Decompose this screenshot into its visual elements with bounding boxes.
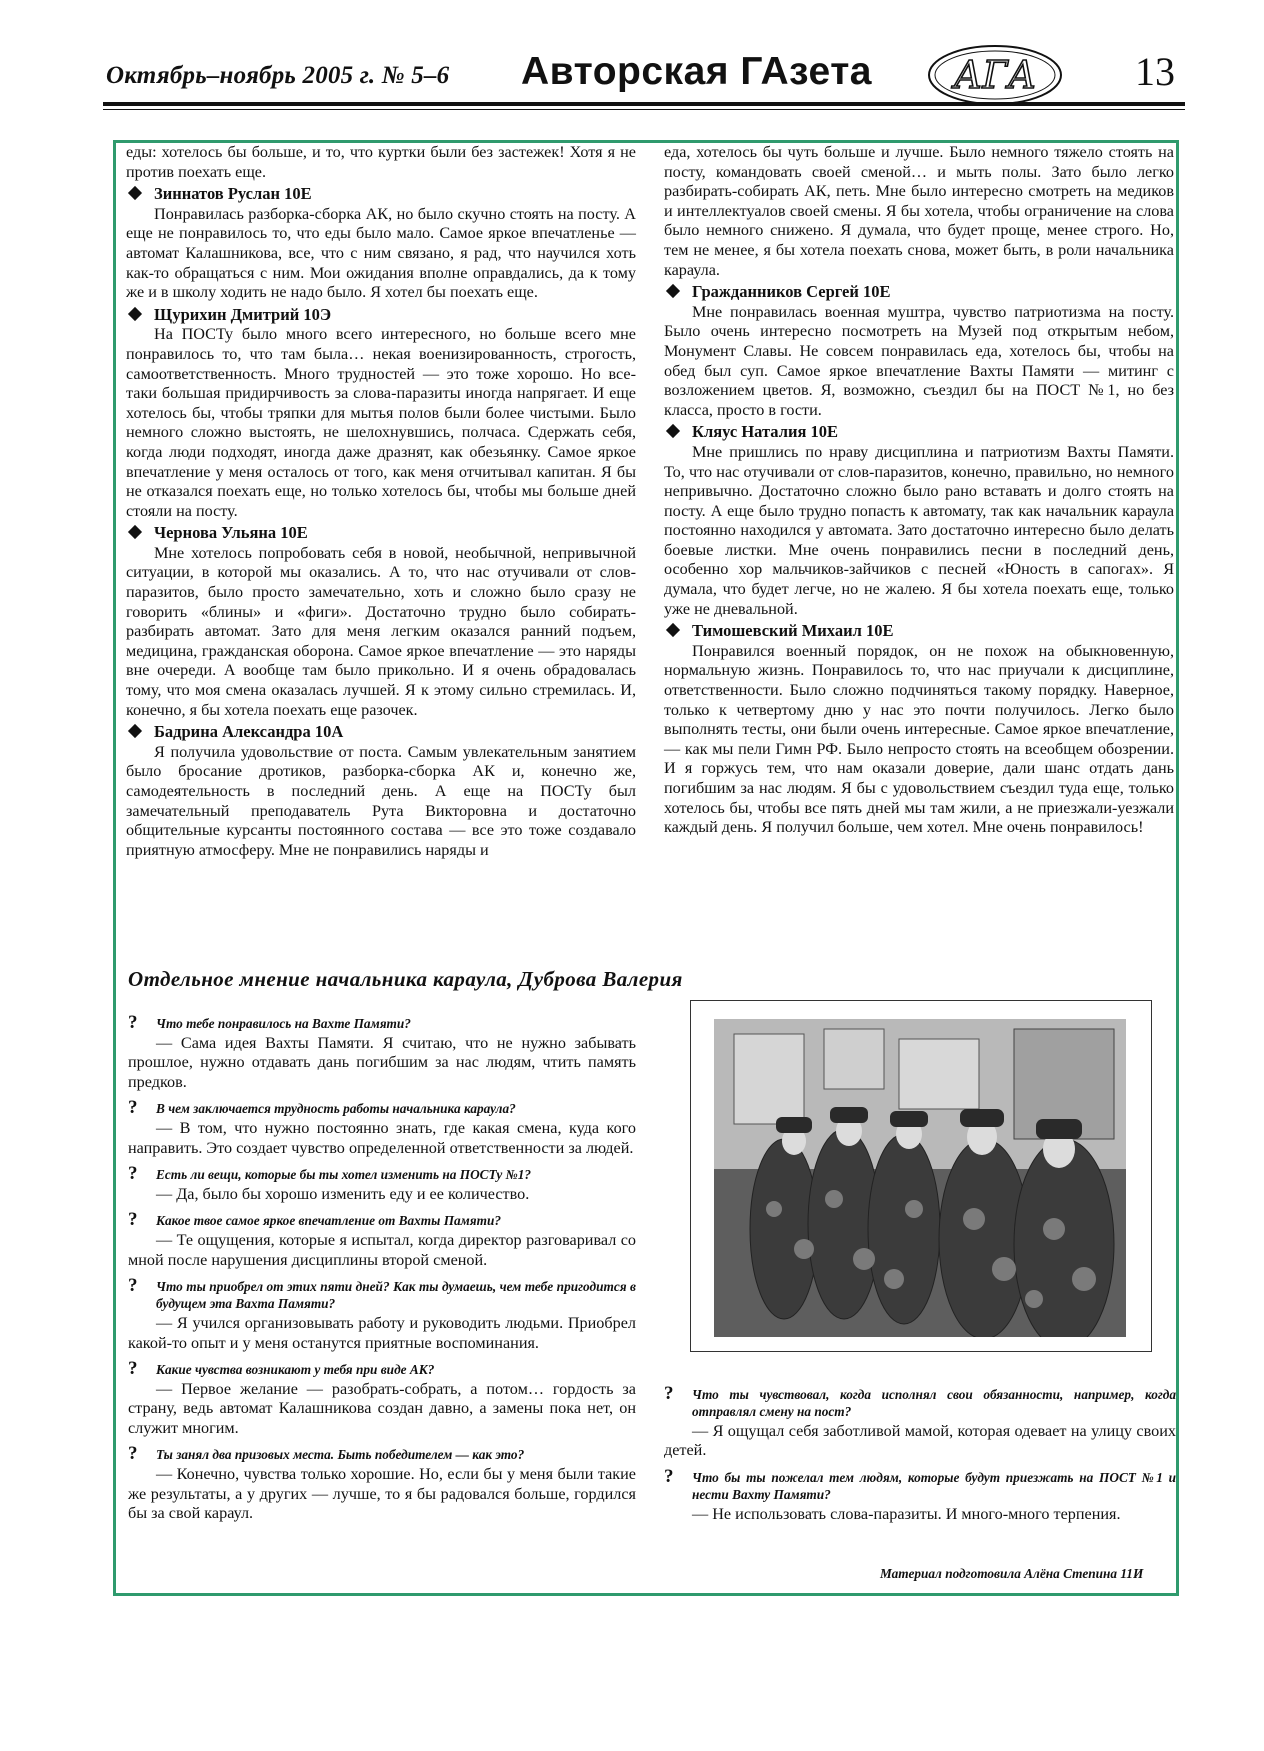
- diamond-bullet-icon: [128, 525, 142, 539]
- diamond-bullet-icon: [128, 186, 142, 200]
- newspaper-title: Авторская ГАзета: [521, 50, 873, 93]
- header-rule-thin: [103, 109, 1185, 110]
- right-column: [664, 143, 1174, 838]
- interview-right: [664, 1378, 1176, 1524]
- entry-text: Я получила удовольствие от поста. Самым увлекательным занятием было бросание дротиков, разборка-сборка АК и, конечно же, самодеятельность в последний день. А еще на ПОСТу был замечательный преподаватель Рута Викторовна и достаточно общительные курсанты постоянного состава — все это тоже создавало приятную атмосферу. Мне не понравились наряды и: [126, 742, 636, 859]
- issue-date: Октябрь–ноябрь 2005 г. № 5–6: [106, 62, 450, 89]
- left-column: [126, 143, 636, 860]
- entry-name: Щурихин Дмитрий 10Э: [126, 305, 636, 325]
- entry-text: Понравился военный порядок, он не похож на обыкновенную, нормальную жизнь. Понравилось то, что нас приучали к дисциплине, ответственности. Было сложно подчиняться такому порядку. Наверное, только к четвертому дню у нас это почти получилось. Легко было выполнять тесты, они были очень интересные. Самое яркое впечатление, — как мы пели Гимн РФ. Было непросто стоять на всеобщем обозрении. И я горжусь тем, что нам оказали доверие, дали шанс отдать дань погибшим за нас людям. Я бы с удовольствием съездил туда еще, только хотелось бы, чтобы все пять дней мы там жили, а не приезжали-уезжали каждый день. Я получил больше, чем хотел. Мне очень понравилось!: [664, 641, 1174, 837]
- diamond-bullet-icon: [666, 284, 680, 298]
- header-rule: [103, 102, 1185, 106]
- answer: — Я ощущал себя заботливой мамой, которая одевает на улицу своих детей.: [664, 1422, 1176, 1460]
- entry-name: Чернова Ульяна 10Е: [126, 523, 636, 543]
- answer: — Да, было бы хорошо изменить еду и ее количество.: [156, 1185, 530, 1204]
- question-mark-icon: ?: [128, 1358, 138, 1380]
- question-mark-icon: ?: [128, 1163, 138, 1185]
- page-header: [103, 44, 1193, 104]
- diamond-bullet-icon: [666, 623, 680, 637]
- question: ? Что бы ты пожелал тем людям, которые будут приезжать на ПОСТ №1 и нести Вахту Памяти?: [664, 1465, 1176, 1502]
- page-number: 13: [1135, 49, 1175, 94]
- question: ? Что тебе понравилось на Вахте Памяти?: [128, 1012, 411, 1033]
- entry-name: Гражданников Сергей 10Е: [664, 282, 1174, 302]
- question: ? В чем заключается трудность работы начальника караула?: [128, 1097, 516, 1119]
- entry-name: Тимошевский Михаил 10Е: [664, 621, 1174, 641]
- left-intro: еды: хотелось бы больше, и то, что куртки были без застежек! Хотя я не против поехать еще.: [126, 143, 636, 181]
- question-mark-icon: ?: [664, 1465, 674, 1487]
- answer: — Я учился организовывать работу и руководить людьми. Приобрел какой-то опыт и у меня останутся приятные воспоминания.: [128, 1314, 636, 1352]
- svg-text:АГА: АГА: [953, 53, 1037, 97]
- entry-name: Бадрина Александра 10А: [126, 722, 636, 742]
- question-mark-icon: ?: [128, 1209, 138, 1231]
- guards-photo: [714, 1019, 1126, 1337]
- newspaper-logo: [925, 44, 1065, 104]
- answer: — Сама идея Вахты Памяти. Я считаю, что не нужно забывать прошлое, нужно отдавать дань погибшим за нас людям, чтить память предков.: [128, 1034, 636, 1091]
- answer: — Те ощущения, которые я испытал, когда директор разговаривал со мной после нарушения дисциплины второй сменой.: [128, 1231, 636, 1269]
- answer: — В том, что нужно постоянно знать, где какая смена, куда кого направить. Это создает чувство определенной ответственности за людей.: [128, 1119, 636, 1157]
- author-credit: Материал подготовила Алёна Степина 11И: [880, 1566, 1144, 1581]
- interview-left: [128, 1007, 636, 1524]
- entry-name: Зиннатов Руслан 10Е: [126, 184, 636, 204]
- question: ? Что ты приобрел от этих пяти дней? Как ты думаешь, чем тебе пригодится в будущем эта Вахта Памяти?: [128, 1275, 636, 1312]
- question: ? Есть ли вещи, которые бы ты хотел изменить на ПОСТу №1?: [128, 1163, 532, 1185]
- photo-frame: [690, 1000, 1152, 1352]
- diamond-bullet-icon: [128, 307, 142, 321]
- entry-text: На ПОСТу было много всего интересного, но больше всего мне понравилось то, что там была… некая военизированность, строгость, самоответственность. Много трудностей — это тоже хорошо. Но все-таки большая придирчивость за слова-паразиты иногда напрягает. И еще хотелось бы, чтобы тряпки для мытья полов были более чистыми. Было немного сложно выстоять, не шелохнувшись, полчаса. Сдержать себя, когда люди подходят, иногда даже дразнят, как обезьянку. Самое яркое впечатление у меня осталось от того, как меня отчитывал капитан. Я бы не отказался поехать еще, но только хотелось бы, чтобы мы больше дней стояли на посту.: [126, 325, 636, 520]
- entry-name: Кляус Наталия 10Е: [664, 422, 1174, 442]
- question-mark-icon: ?: [128, 1012, 138, 1033]
- entry-text: Понравилась разборка-сборка АК, но было скучно стоять на посту. А еще не понравилось то, что еды было мало. Самое яркое впечатленье — автомат Калашникова, все, что с ним связано, я рад, что научился хоть как-то обращаться с ним. Мои ожидания вполне оправдались, да к тому же и в школу ходить не надо было. Я хотел бы поехать еще.: [126, 204, 636, 302]
- answer: — Конечно, чувства только хорошие. Но, если бы у меня были такие же результаты, а у других — лучше, то я бы радовался больше, гордился бы за свой караул.: [128, 1465, 636, 1523]
- right-intro: еда, хотелось бы чуть больше и лучше. Было немного тяжело стоять на посту, командовать своей сменой… и мыть полы. Зато было легко разбирать-собирать АК, петь. Мне было интересно смотреть на медиков и интеллектуалов своей смены. Я бы хотела, чтобы ограничение на слова было немного снижено. Я думала, что будет проще, менее строго. Но, тем не менее, я бы хотела поехать снова, может быть, в роли начальника караула.: [664, 143, 1174, 279]
- question: ? Какое твое самое яркое впечатление от Вахты Памяти?: [128, 1209, 502, 1231]
- question: ? Что ты чувствовал, когда исполнял свои обязанности, например, когда отправлял смену на пост?: [664, 1383, 1176, 1419]
- question-mark-icon: ?: [128, 1097, 138, 1119]
- question-mark-icon: ?: [664, 1383, 674, 1404]
- question-mark-icon: ?: [128, 1443, 138, 1465]
- entry-text: Мне понравилась военная муштра, чувство патриотизма на посту. Было очень интересно посмотреть на Музей под открытым небом, Монумент Славы. Не совсем понравилась еда, хотелось бы, чтобы на обед был суп. Самое яркое впечатление Вахты Памяти — митинг с возложением цветов. Я, возможно, съездил бы на ПОСТ №1, но без класса, просто в гости.: [664, 302, 1174, 419]
- diamond-bullet-icon: [666, 424, 680, 438]
- entry-text: Мне хотелось попробовать себя в новой, необычной, непривычной ситуации, в которой мы оказались. А то, что нас отучивали от слов-паразитов, было просто замечательно, хоть и сложно было сразу не говорить «блины» и «фиги». Достаточно трудно было собирать-разбирать автомат. Зато для меня легким оказался ранний подъем, медицина, гражданская оборона. Самое яркое впечатление — это наряды вне очереди. А вообще там было прикольно. И я очень обрадовалась тому, что моя смена оказалась лучшей. Я к этому сильно стремилась. И, конечно, я бы хотела поехать еще разочек.: [126, 543, 636, 719]
- entry-text: Мне пришлись по нраву дисциплина и патриотизм Вахты Памяти. То, что нас отучивали от слов-паразитов, конечно, правильно, но немного непривычно. Достаточно сложно было рано вставать и долго стоять на посту. А еще было трудно попасть к автомату, так как начальник караула постоянно находился у автомата. Зато достаточно интересно было делать боевые листки. Мне очень понравились песни в последний день, особенно хор мальчиков-зайчиков с песней «Юность в сапогах». Я думала, что будет легче, но не жалею. Я бы хотела поехать еще, только уже не дневальной.: [664, 442, 1174, 618]
- interview-title: Отдельное мнение начальника караула, Дуброва Валерия: [128, 967, 683, 991]
- question: ? Какие чувства возникают у тебя при виде АК?: [128, 1358, 435, 1380]
- question: ? Ты занял два призовых места. Быть победителем — как это?: [128, 1443, 525, 1465]
- question-mark-icon: ?: [128, 1275, 138, 1297]
- answer: — Не использовать слова-паразиты. И много-много терпения.: [692, 1504, 1121, 1523]
- diamond-bullet-icon: [128, 724, 142, 738]
- answer: — Первое желание — разобрать-собрать, а потом… гордость за страну, ведь автомат Калашникова создан давно, а замены пока нет, он служит многим.: [128, 1380, 636, 1437]
